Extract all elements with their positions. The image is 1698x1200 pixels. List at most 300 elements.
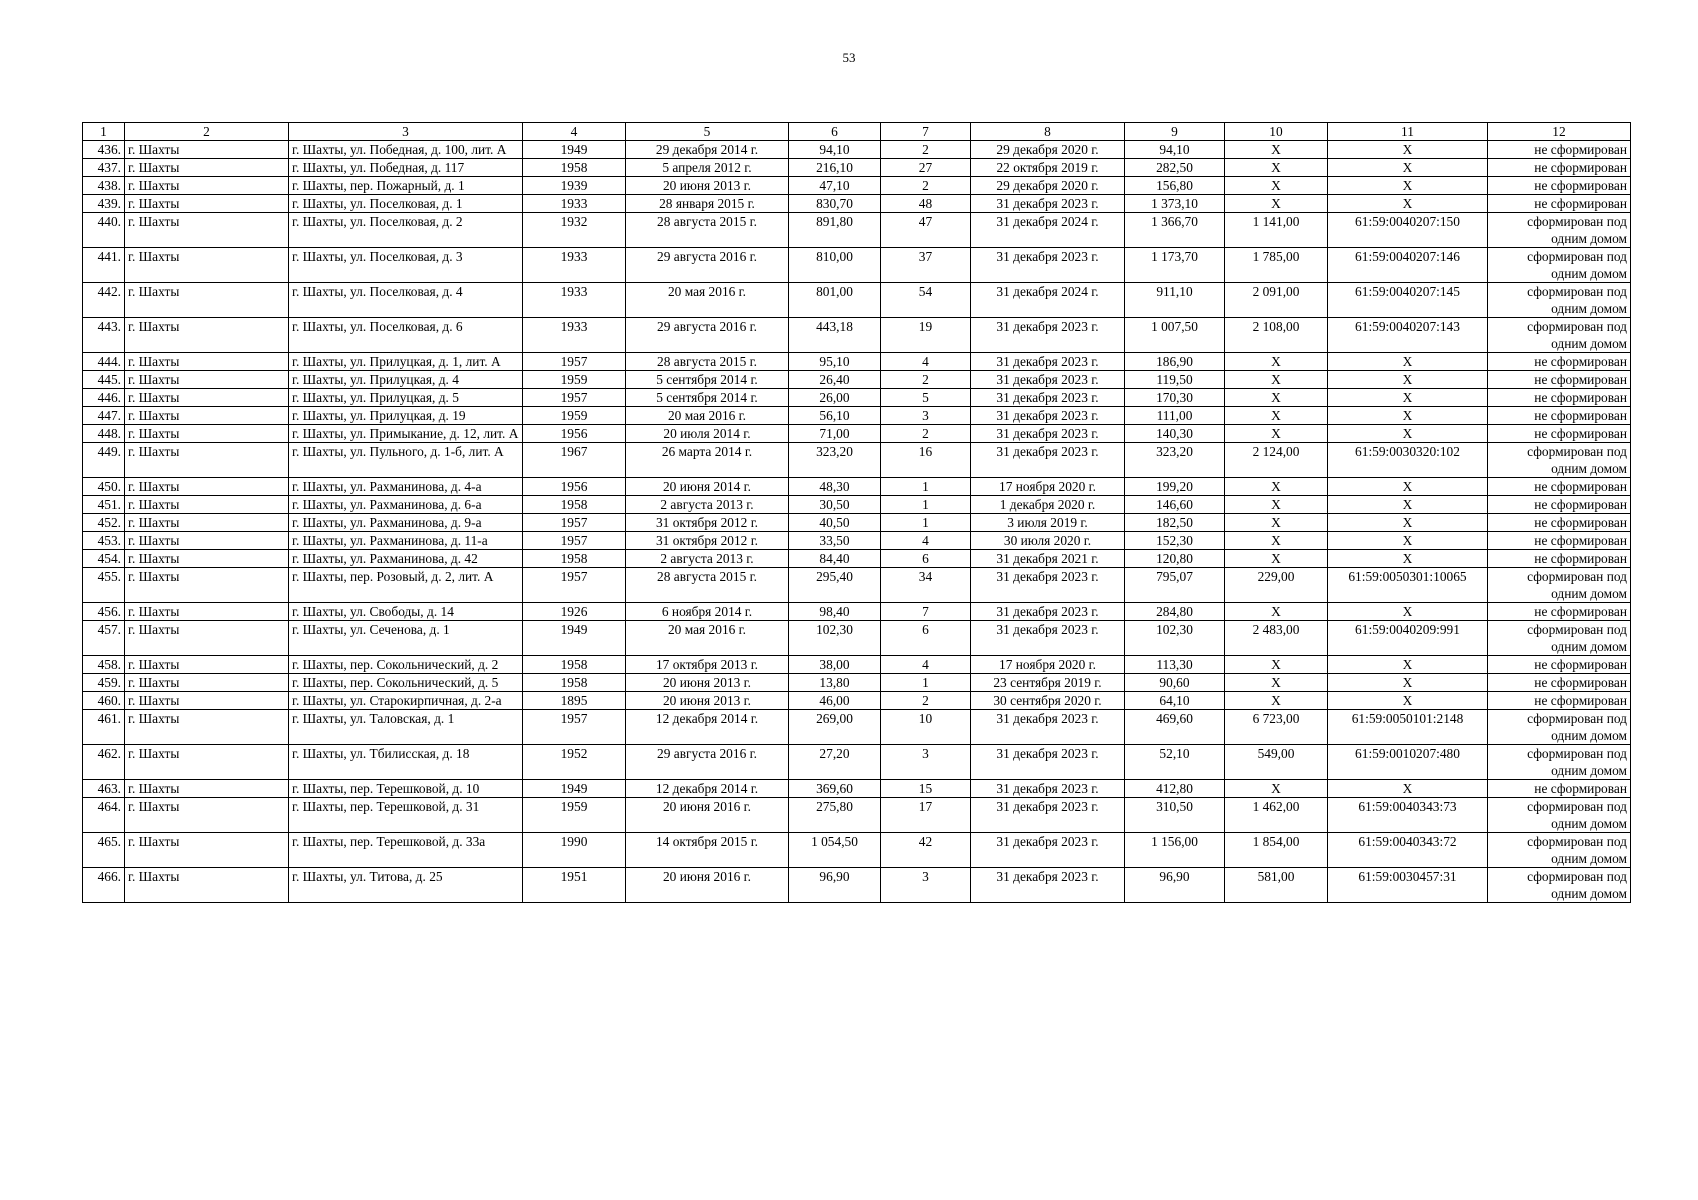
area-cell: 269,00 bbox=[789, 710, 881, 745]
land-status-cell: сформирован под одним домом bbox=[1488, 213, 1631, 248]
page-number: 53 bbox=[842, 50, 856, 65]
deadline-date-cell: 31 декабря 2023 г. bbox=[971, 195, 1125, 213]
address-cell: г. Шахты, ул. Победная, д. 117 bbox=[289, 159, 523, 177]
cadastral-number-cell: 61:59:0030457:31 bbox=[1328, 868, 1488, 903]
municipality-cell: г. Шахты bbox=[125, 496, 289, 514]
municipality-cell: г. Шахты bbox=[125, 371, 289, 389]
column-header: 6 bbox=[789, 123, 881, 141]
table-row bbox=[83, 407, 1631, 425]
total-area-cell: 170,30 bbox=[1125, 389, 1225, 407]
land-area-cell: 229,00 bbox=[1225, 568, 1328, 603]
land-area-cell: X bbox=[1225, 389, 1328, 407]
deadline-date-cell: 31 декабря 2023 г. bbox=[971, 621, 1125, 656]
deadline-date-cell: 30 сентября 2020 г. bbox=[971, 692, 1125, 710]
address-cell: г. Шахты, пер. Сокольнический, д. 2 bbox=[289, 656, 523, 674]
date-cell: 17 октября 2013 г. bbox=[626, 656, 789, 674]
date-cell: 29 августа 2016 г. bbox=[626, 318, 789, 353]
row-number-cell: 460. bbox=[83, 692, 125, 710]
deadline-date-cell: 31 декабря 2023 г. bbox=[971, 798, 1125, 833]
row-number-cell: 465. bbox=[83, 833, 125, 868]
residents-count-cell: 1 bbox=[881, 478, 971, 496]
row-number-cell: 443. bbox=[83, 318, 125, 353]
year-built-cell: 1959 bbox=[523, 407, 626, 425]
year-built-cell: 1967 bbox=[523, 443, 626, 478]
municipality-cell: г. Шахты bbox=[125, 141, 289, 159]
cadastral-number-cell: 61:59:0040207:145 bbox=[1328, 283, 1488, 318]
cadastral-number-cell: X bbox=[1328, 425, 1488, 443]
total-area-cell: 113,30 bbox=[1125, 656, 1225, 674]
residents-count-cell: 6 bbox=[881, 621, 971, 656]
land-status-cell: не сформирован bbox=[1488, 550, 1631, 568]
address-cell: г. Шахты, ул. Примыкание, д. 12, лит. А bbox=[289, 425, 523, 443]
row-number-cell: 437. bbox=[83, 159, 125, 177]
land-status-cell: сформирован под одним домом bbox=[1488, 568, 1631, 603]
date-cell: 20 июня 2014 г. bbox=[626, 478, 789, 496]
land-status-cell: не сформирован bbox=[1488, 159, 1631, 177]
table-row bbox=[83, 248, 1631, 283]
residents-count-cell: 4 bbox=[881, 353, 971, 371]
land-status-cell: не сформирован bbox=[1488, 141, 1631, 159]
area-cell: 33,50 bbox=[789, 532, 881, 550]
row-number-cell: 461. bbox=[83, 710, 125, 745]
year-built-cell: 1926 bbox=[523, 603, 626, 621]
municipality-cell: г. Шахты bbox=[125, 389, 289, 407]
residents-count-cell: 2 bbox=[881, 692, 971, 710]
residents-count-cell: 34 bbox=[881, 568, 971, 603]
row-number-cell: 466. bbox=[83, 868, 125, 903]
municipality-cell: г. Шахты bbox=[125, 532, 289, 550]
year-built-cell: 1958 bbox=[523, 674, 626, 692]
deadline-date-cell: 31 декабря 2021 г. bbox=[971, 550, 1125, 568]
table-row bbox=[83, 514, 1631, 532]
cadastral-number-cell: X bbox=[1328, 674, 1488, 692]
table-row bbox=[83, 674, 1631, 692]
land-area-cell: 2 108,00 bbox=[1225, 318, 1328, 353]
table-row bbox=[83, 318, 1631, 353]
row-number-cell: 440. bbox=[83, 213, 125, 248]
land-area-cell: X bbox=[1225, 407, 1328, 425]
year-built-cell: 1959 bbox=[523, 798, 626, 833]
deadline-date-cell: 17 ноября 2020 г. bbox=[971, 656, 1125, 674]
area-cell: 275,80 bbox=[789, 798, 881, 833]
row-number-cell: 445. bbox=[83, 371, 125, 389]
residents-count-cell: 16 bbox=[881, 443, 971, 478]
area-cell: 27,20 bbox=[789, 745, 881, 780]
area-cell: 810,00 bbox=[789, 248, 881, 283]
land-status-cell: не сформирован bbox=[1488, 371, 1631, 389]
table-row bbox=[83, 798, 1631, 833]
address-cell: г. Шахты, ул. Поселковая, д. 2 bbox=[289, 213, 523, 248]
land-area-cell: X bbox=[1225, 550, 1328, 568]
cadastral-number-cell: X bbox=[1328, 177, 1488, 195]
year-built-cell: 1957 bbox=[523, 514, 626, 532]
table-row bbox=[83, 603, 1631, 621]
date-cell: 31 октября 2012 г. bbox=[626, 514, 789, 532]
municipality-cell: г. Шахты bbox=[125, 213, 289, 248]
land-status-cell: не сформирован bbox=[1488, 532, 1631, 550]
date-cell: 20 июня 2013 г. bbox=[626, 177, 789, 195]
row-number-cell: 462. bbox=[83, 745, 125, 780]
residents-count-cell: 48 bbox=[881, 195, 971, 213]
date-cell: 12 декабря 2014 г. bbox=[626, 710, 789, 745]
date-cell: 20 июня 2013 г. bbox=[626, 674, 789, 692]
residents-count-cell: 27 bbox=[881, 159, 971, 177]
housing-registry-table bbox=[82, 122, 1631, 903]
total-area-cell: 120,80 bbox=[1125, 550, 1225, 568]
year-built-cell: 1933 bbox=[523, 283, 626, 318]
residents-count-cell: 1 bbox=[881, 514, 971, 532]
deadline-date-cell: 31 декабря 2023 г. bbox=[971, 407, 1125, 425]
address-cell: г. Шахты, ул. Поселковая, д. 6 bbox=[289, 318, 523, 353]
cadastral-number-cell: X bbox=[1328, 159, 1488, 177]
area-cell: 13,80 bbox=[789, 674, 881, 692]
address-cell: г. Шахты, ул. Рахманинова, д. 4-а bbox=[289, 478, 523, 496]
total-area-cell: 119,50 bbox=[1125, 371, 1225, 389]
municipality-cell: г. Шахты bbox=[125, 798, 289, 833]
land-area-cell: X bbox=[1225, 496, 1328, 514]
year-built-cell: 1957 bbox=[523, 353, 626, 371]
land-area-cell: 2 091,00 bbox=[1225, 283, 1328, 318]
land-status-cell: не сформирован bbox=[1488, 514, 1631, 532]
row-number-cell: 456. bbox=[83, 603, 125, 621]
table-row bbox=[83, 621, 1631, 656]
date-cell: 28 августа 2015 г. bbox=[626, 568, 789, 603]
deadline-date-cell: 31 декабря 2024 г. bbox=[971, 283, 1125, 318]
date-cell: 29 декабря 2014 г. bbox=[626, 141, 789, 159]
cadastral-number-cell: X bbox=[1328, 141, 1488, 159]
land-area-cell: X bbox=[1225, 674, 1328, 692]
cadastral-number-cell: X bbox=[1328, 407, 1488, 425]
address-cell: г. Шахты, ул. Прилуцкая, д. 4 bbox=[289, 371, 523, 389]
deadline-date-cell: 31 декабря 2023 г. bbox=[971, 248, 1125, 283]
cadastral-number-cell: 61:59:0050101:2148 bbox=[1328, 710, 1488, 745]
column-header: 11 bbox=[1328, 123, 1488, 141]
date-cell: 2 августа 2013 г. bbox=[626, 496, 789, 514]
total-area-cell: 186,90 bbox=[1125, 353, 1225, 371]
deadline-date-cell: 1 декабря 2020 г. bbox=[971, 496, 1125, 514]
year-built-cell: 1957 bbox=[523, 710, 626, 745]
year-built-cell: 1957 bbox=[523, 568, 626, 603]
address-cell: г. Шахты, ул. Прилуцкая, д. 1, лит. А bbox=[289, 353, 523, 371]
municipality-cell: г. Шахты bbox=[125, 177, 289, 195]
table-row bbox=[83, 868, 1631, 903]
table-row bbox=[83, 780, 1631, 798]
area-cell: 71,00 bbox=[789, 425, 881, 443]
land-area-cell: X bbox=[1225, 159, 1328, 177]
municipality-cell: г. Шахты bbox=[125, 745, 289, 780]
cadastral-number-cell: X bbox=[1328, 389, 1488, 407]
total-area-cell: 199,20 bbox=[1125, 478, 1225, 496]
area-cell: 95,10 bbox=[789, 353, 881, 371]
cadastral-number-cell: 61:59:0050301:10065 bbox=[1328, 568, 1488, 603]
land-area-cell: X bbox=[1225, 371, 1328, 389]
cadastral-number-cell: X bbox=[1328, 603, 1488, 621]
land-status-cell: сформирован под одним домом bbox=[1488, 443, 1631, 478]
address-cell: г. Шахты, пер. Терешковой, д. 31 bbox=[289, 798, 523, 833]
year-built-cell: 1949 bbox=[523, 621, 626, 656]
area-cell: 369,60 bbox=[789, 780, 881, 798]
area-cell: 30,50 bbox=[789, 496, 881, 514]
table-row bbox=[83, 478, 1631, 496]
land-area-cell: X bbox=[1225, 780, 1328, 798]
column-header: 9 bbox=[1125, 123, 1225, 141]
year-built-cell: 1895 bbox=[523, 692, 626, 710]
cadastral-number-cell: X bbox=[1328, 656, 1488, 674]
land-status-cell: не сформирован bbox=[1488, 195, 1631, 213]
row-number-cell: 464. bbox=[83, 798, 125, 833]
year-built-cell: 1933 bbox=[523, 318, 626, 353]
column-header: 8 bbox=[971, 123, 1125, 141]
land-status-cell: не сформирован bbox=[1488, 603, 1631, 621]
land-area-cell: 2 124,00 bbox=[1225, 443, 1328, 478]
residents-count-cell: 2 bbox=[881, 425, 971, 443]
deadline-date-cell: 30 июля 2020 г. bbox=[971, 532, 1125, 550]
year-built-cell: 1951 bbox=[523, 868, 626, 903]
cadastral-number-cell: X bbox=[1328, 532, 1488, 550]
row-number-cell: 455. bbox=[83, 568, 125, 603]
row-number-cell: 459. bbox=[83, 674, 125, 692]
land-area-cell: 2 483,00 bbox=[1225, 621, 1328, 656]
year-built-cell: 1959 bbox=[523, 371, 626, 389]
row-number-cell: 458. bbox=[83, 656, 125, 674]
address-cell: г. Шахты, пер. Сокольнический, д. 5 bbox=[289, 674, 523, 692]
row-number-cell: 441. bbox=[83, 248, 125, 283]
deadline-date-cell: 17 ноября 2020 г. bbox=[971, 478, 1125, 496]
land-status-cell: сформирован под одним домом bbox=[1488, 318, 1631, 353]
cadastral-number-cell: X bbox=[1328, 514, 1488, 532]
cadastral-number-cell: 61:59:0040207:150 bbox=[1328, 213, 1488, 248]
address-cell: г. Шахты, ул. Рахманинова, д. 6-а bbox=[289, 496, 523, 514]
row-number-cell: 453. bbox=[83, 532, 125, 550]
total-area-cell: 156,80 bbox=[1125, 177, 1225, 195]
date-cell: 20 мая 2016 г. bbox=[626, 407, 789, 425]
address-cell: г. Шахты, ул. Рахманинова, д. 9-а bbox=[289, 514, 523, 532]
year-built-cell: 1949 bbox=[523, 780, 626, 798]
address-cell: г. Шахты, ул. Прилуцкая, д. 5 bbox=[289, 389, 523, 407]
row-number-cell: 451. bbox=[83, 496, 125, 514]
deadline-date-cell: 22 октября 2019 г. bbox=[971, 159, 1125, 177]
land-status-cell: не сформирован bbox=[1488, 496, 1631, 514]
land-area-cell: X bbox=[1225, 141, 1328, 159]
date-cell: 2 августа 2013 г. bbox=[626, 550, 789, 568]
area-cell: 38,00 bbox=[789, 656, 881, 674]
date-cell: 31 октября 2012 г. bbox=[626, 532, 789, 550]
year-built-cell: 1952 bbox=[523, 745, 626, 780]
deadline-date-cell: 31 декабря 2023 г. bbox=[971, 389, 1125, 407]
land-status-cell: не сформирован bbox=[1488, 389, 1631, 407]
land-area-cell: X bbox=[1225, 177, 1328, 195]
table-row bbox=[83, 692, 1631, 710]
total-area-cell: 146,60 bbox=[1125, 496, 1225, 514]
land-area-cell: X bbox=[1225, 514, 1328, 532]
municipality-cell: г. Шахты bbox=[125, 603, 289, 621]
row-number-cell: 442. bbox=[83, 283, 125, 318]
land-area-cell: X bbox=[1225, 532, 1328, 550]
date-cell: 20 мая 2016 г. bbox=[626, 283, 789, 318]
total-area-cell: 52,10 bbox=[1125, 745, 1225, 780]
residents-count-cell: 1 bbox=[881, 674, 971, 692]
deadline-date-cell: 31 декабря 2023 г. bbox=[971, 780, 1125, 798]
table-row bbox=[83, 213, 1631, 248]
table-row bbox=[83, 353, 1631, 371]
total-area-cell: 1 156,00 bbox=[1125, 833, 1225, 868]
address-cell: г. Шахты, пер. Розовый, д. 2, лит. А bbox=[289, 568, 523, 603]
land-status-cell: не сформирован bbox=[1488, 478, 1631, 496]
land-area-cell: X bbox=[1225, 692, 1328, 710]
deadline-date-cell: 31 декабря 2023 г. bbox=[971, 371, 1125, 389]
area-cell: 40,50 bbox=[789, 514, 881, 532]
residents-count-cell: 37 bbox=[881, 248, 971, 283]
address-cell: г. Шахты, ул. Сеченова, д. 1 bbox=[289, 621, 523, 656]
cadastral-number-cell: X bbox=[1328, 353, 1488, 371]
area-cell: 216,10 bbox=[789, 159, 881, 177]
row-number-cell: 454. bbox=[83, 550, 125, 568]
land-area-cell: 1 141,00 bbox=[1225, 213, 1328, 248]
cadastral-number-cell: 61:59:0040207:146 bbox=[1328, 248, 1488, 283]
deadline-date-cell: 31 декабря 2023 г. bbox=[971, 568, 1125, 603]
municipality-cell: г. Шахты bbox=[125, 353, 289, 371]
municipality-cell: г. Шахты bbox=[125, 674, 289, 692]
residents-count-cell: 3 bbox=[881, 407, 971, 425]
address-cell: г. Шахты, ул. Свободы, д. 14 bbox=[289, 603, 523, 621]
date-cell: 5 сентября 2014 г. bbox=[626, 371, 789, 389]
deadline-date-cell: 31 декабря 2023 г. bbox=[971, 425, 1125, 443]
municipality-cell: г. Шахты bbox=[125, 656, 289, 674]
land-status-cell: сформирован под одним домом bbox=[1488, 283, 1631, 318]
cadastral-number-cell: 61:59:0040207:143 bbox=[1328, 318, 1488, 353]
land-area-cell: 1 462,00 bbox=[1225, 798, 1328, 833]
table-row bbox=[83, 389, 1631, 407]
date-cell: 28 августа 2015 г. bbox=[626, 353, 789, 371]
municipality-cell: г. Шахты bbox=[125, 868, 289, 903]
land-area-cell: 1 785,00 bbox=[1225, 248, 1328, 283]
municipality-cell: г. Шахты bbox=[125, 692, 289, 710]
total-area-cell: 1 007,50 bbox=[1125, 318, 1225, 353]
row-number-cell: 448. bbox=[83, 425, 125, 443]
total-area-cell: 90,60 bbox=[1125, 674, 1225, 692]
municipality-cell: г. Шахты bbox=[125, 195, 289, 213]
total-area-cell: 182,50 bbox=[1125, 514, 1225, 532]
residents-count-cell: 17 bbox=[881, 798, 971, 833]
total-area-cell: 152,30 bbox=[1125, 532, 1225, 550]
date-cell: 28 января 2015 г. bbox=[626, 195, 789, 213]
deadline-date-cell: 29 декабря 2020 г. bbox=[971, 141, 1125, 159]
cadastral-number-cell: X bbox=[1328, 692, 1488, 710]
column-header: 2 bbox=[125, 123, 289, 141]
residents-count-cell: 5 bbox=[881, 389, 971, 407]
area-cell: 801,00 bbox=[789, 283, 881, 318]
land-status-cell: не сформирован bbox=[1488, 674, 1631, 692]
land-area-cell: X bbox=[1225, 353, 1328, 371]
year-built-cell: 1958 bbox=[523, 550, 626, 568]
residents-count-cell: 47 bbox=[881, 213, 971, 248]
municipality-cell: г. Шахты bbox=[125, 283, 289, 318]
date-cell: 6 ноября 2014 г. bbox=[626, 603, 789, 621]
table-row bbox=[83, 745, 1631, 780]
deadline-date-cell: 31 декабря 2023 г. bbox=[971, 710, 1125, 745]
land-status-cell: сформирован под одним домом bbox=[1488, 248, 1631, 283]
year-built-cell: 1957 bbox=[523, 389, 626, 407]
total-area-cell: 911,10 bbox=[1125, 283, 1225, 318]
area-cell: 26,00 bbox=[789, 389, 881, 407]
municipality-cell: г. Шахты bbox=[125, 407, 289, 425]
area-cell: 47,10 bbox=[789, 177, 881, 195]
municipality-cell: г. Шахты bbox=[125, 248, 289, 283]
area-cell: 891,80 bbox=[789, 213, 881, 248]
residents-count-cell: 2 bbox=[881, 177, 971, 195]
area-cell: 830,70 bbox=[789, 195, 881, 213]
table-row bbox=[83, 550, 1631, 568]
table-row bbox=[83, 532, 1631, 550]
column-header: 7 bbox=[881, 123, 971, 141]
land-status-cell: не сформирован bbox=[1488, 177, 1631, 195]
date-cell: 20 июня 2016 г. bbox=[626, 868, 789, 903]
residents-count-cell: 1 bbox=[881, 496, 971, 514]
total-area-cell: 64,10 bbox=[1125, 692, 1225, 710]
column-header: 4 bbox=[523, 123, 626, 141]
total-area-cell: 284,80 bbox=[1125, 603, 1225, 621]
residents-count-cell: 3 bbox=[881, 745, 971, 780]
row-number-cell: 449. bbox=[83, 443, 125, 478]
deadline-date-cell: 31 декабря 2023 г. bbox=[971, 443, 1125, 478]
address-cell: г. Шахты, ул. Пульного, д. 1-б, лит. А bbox=[289, 443, 523, 478]
deadline-date-cell: 31 декабря 2023 г. bbox=[971, 603, 1125, 621]
deadline-date-cell: 31 декабря 2023 г. bbox=[971, 745, 1125, 780]
deadline-date-cell: 31 декабря 2023 г. bbox=[971, 833, 1125, 868]
cadastral-number-cell: X bbox=[1328, 550, 1488, 568]
column-header: 12 bbox=[1488, 123, 1631, 141]
land-area-cell: X bbox=[1225, 656, 1328, 674]
municipality-cell: г. Шахты bbox=[125, 318, 289, 353]
land-area-cell: 6 723,00 bbox=[1225, 710, 1328, 745]
year-built-cell: 1932 bbox=[523, 213, 626, 248]
land-status-cell: сформирован под одним домом bbox=[1488, 833, 1631, 868]
municipality-cell: г. Шахты bbox=[125, 550, 289, 568]
residents-count-cell: 42 bbox=[881, 833, 971, 868]
land-area-cell: 581,00 bbox=[1225, 868, 1328, 903]
column-header: 10 bbox=[1225, 123, 1328, 141]
table-row bbox=[83, 833, 1631, 868]
table-row bbox=[83, 443, 1631, 478]
land-area-cell: 549,00 bbox=[1225, 745, 1328, 780]
land-status-cell: не сформирован bbox=[1488, 425, 1631, 443]
area-cell: 96,90 bbox=[789, 868, 881, 903]
table-row bbox=[83, 141, 1631, 159]
column-number-header-row bbox=[83, 123, 1631, 141]
row-number-cell: 446. bbox=[83, 389, 125, 407]
municipality-cell: г. Шахты bbox=[125, 443, 289, 478]
deadline-date-cell: 31 декабря 2023 г. bbox=[971, 868, 1125, 903]
column-header: 5 bbox=[626, 123, 789, 141]
date-cell: 20 мая 2016 г. bbox=[626, 621, 789, 656]
residents-count-cell: 15 bbox=[881, 780, 971, 798]
total-area-cell: 469,60 bbox=[1125, 710, 1225, 745]
cadastral-number-cell: X bbox=[1328, 478, 1488, 496]
cadastral-number-cell: X bbox=[1328, 371, 1488, 389]
residents-count-cell: 4 bbox=[881, 656, 971, 674]
cadastral-number-cell: 61:59:0010207:480 bbox=[1328, 745, 1488, 780]
land-area-cell: X bbox=[1225, 425, 1328, 443]
municipality-cell: г. Шахты bbox=[125, 833, 289, 868]
year-built-cell: 1958 bbox=[523, 159, 626, 177]
table-row bbox=[83, 195, 1631, 213]
land-status-cell: сформирован под одним домом bbox=[1488, 868, 1631, 903]
total-area-cell: 1 373,10 bbox=[1125, 195, 1225, 213]
address-cell: г. Шахты, ул. Рахманинова, д. 11-а bbox=[289, 532, 523, 550]
address-cell: г. Шахты, ул. Тбилисская, д. 18 bbox=[289, 745, 523, 780]
date-cell: 29 августа 2016 г. bbox=[626, 248, 789, 283]
cadastral-number-cell: 61:59:0030320:102 bbox=[1328, 443, 1488, 478]
